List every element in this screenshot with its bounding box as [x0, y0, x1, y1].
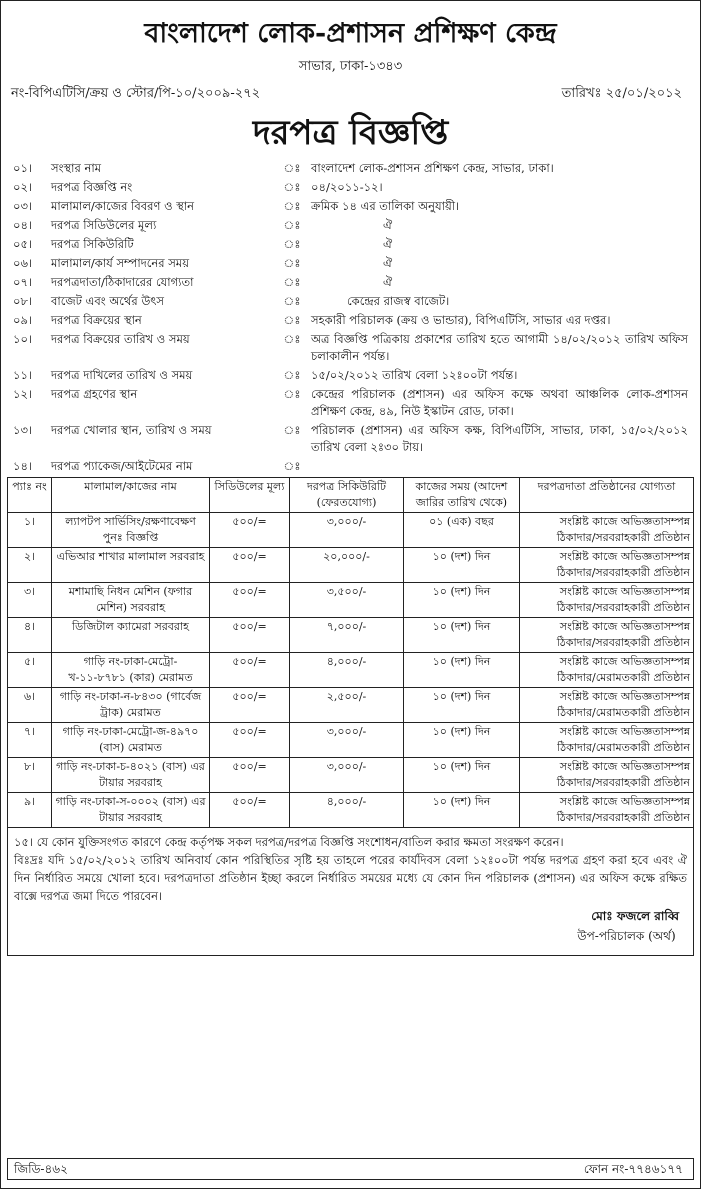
cell-package-no: ৯। — [8, 793, 52, 828]
info-value: ঐ — [383, 218, 393, 232]
info-value: ঐ — [383, 275, 393, 289]
col-header-work-time: কাজের সময় (আদেশ জারির তারিখ থেকে) — [404, 478, 520, 513]
info-number: ০৮। — [13, 294, 33, 308]
info-label: মালামাল/কার্য সম্পাদনের সময় — [51, 256, 189, 270]
info-value: কেন্দ্রের রাজস্ব বাজেট। — [347, 294, 450, 308]
cell-eligibility: সংশ্লিষ্ট কাজে অভিজ্ঞতাসম্পন্ন ঠিকাদার/সরবরাহকারী প্রতিষ্ঠান — [520, 583, 694, 618]
cell-schedule-price: ৫০০/= — [210, 723, 290, 758]
info-number: ১২। — [13, 387, 33, 401]
info-number: ০৬। — [13, 256, 33, 270]
note-remark: বিঃদ্রঃ যদি ১৫/০২/২০১২ তারিখ অনিবার্য কোন পরিস্থিতির সৃষ্টি হয় তাহলে পরের কার্যদিবস বেলা ১২ঃ০০টা পর্যন্ত দরপত্র গ্রহণ করা হবে এবং ঐ দিন নির্ধারিত সময়ে খোলা হবে। দরপত্রদাতা প্রতিষ্ঠান ইচ্ছা করলে নির্ধারিত সময়ের মধ্যে যে কোন দিন পরিচালক (প্রশাসন) এর অফিস কক্ষে রক্ষিত বাক্সে দরপত্র জমা দিতে পারবেন। — [14, 853, 687, 903]
info-colon: ঃ — [283, 459, 301, 473]
info-row — [7, 331, 694, 365]
cell-item-name: ডিজিটাল ক্যামেরা সরবরাহ — [52, 618, 210, 653]
info-colon: ঃ — [283, 423, 301, 437]
col-header-eligibility: দরপত্রদাতা প্রতিষ্ঠানের যোগ্যতা — [520, 478, 694, 513]
cell-item-name: ল্যাপটপ সার্ভিসিং/রক্ষণাবেক্ষণ পুনঃ বিজ্ঞপ্তি — [52, 513, 210, 548]
gd-code: জিডি-৪৬২ — [14, 1162, 68, 1176]
cell-item-name: গাড়ি নং-ঢাকা-ন-৮৪৩০ (গার্বেজ ট্রাক) মেরামত — [52, 688, 210, 723]
organization-address: সাভার, ঢাকা-১৩৪৩ — [298, 59, 403, 74]
table-header-row — [8, 478, 694, 513]
info-number: ০২। — [13, 180, 33, 194]
cell-eligibility: সংশ্লিষ্ট কাজে অভিজ্ঞতাসম্পন্ন ঠিকাদার/মেরামতকারী প্রতিষ্ঠান — [520, 653, 694, 688]
organization-title: বাংলাদেশ লোক-প্রশাসন প্রশিক্ষণ কেন্দ্র — [144, 18, 557, 49]
signatory-designation: উপ-পরিচালক (অর্থ) — [577, 929, 676, 943]
cell-security-amount: ৪,০০০/- — [290, 653, 404, 688]
info-label: সংস্থার নাম — [51, 161, 102, 175]
info-colon: ঃ — [283, 275, 301, 289]
info-value: ঐ — [383, 237, 393, 251]
cell-item-name: মশামাছি নিধন মেশিন (ফগার মেশিন) সরবরাহ — [52, 583, 210, 618]
cell-security-amount: ৩,০০০/- — [290, 758, 404, 793]
cell-security-amount: ২,৫০০/- — [290, 688, 404, 723]
info-colon: ঃ — [283, 368, 301, 382]
cell-work-time: ১০ (দশ) দিন — [404, 548, 520, 583]
info-number: ০৩। — [13, 199, 33, 213]
cell-schedule-price: ৫০০/= — [210, 793, 290, 828]
info-row — [7, 160, 694, 177]
info-label: দরপত্র প্যাকেজ/আইটেমের নাম — [51, 459, 193, 473]
info-colon: ঃ — [283, 218, 301, 232]
info-number: ১৩। — [13, 423, 33, 437]
table-row — [8, 758, 694, 793]
info-label: দরপত্র গ্রহণের স্থান — [51, 387, 138, 401]
info-label: মালামাল/কাজের বিবরণ ও স্থান — [51, 199, 195, 213]
cell-package-no: ৭। — [8, 723, 52, 758]
info-colon: ঃ — [283, 332, 301, 346]
col-header-item-name: মালামাল/কাজের নাম — [52, 478, 210, 513]
info-value: ০৪/২০১১-১২। — [311, 180, 383, 194]
info-colon: ঃ — [283, 387, 301, 401]
info-number: ০৪। — [13, 218, 33, 232]
info-value: ক্রমিক ১৪ এর তালিকা অনুযায়ী। — [311, 199, 460, 213]
info-value: কেন্দ্রের পরিচালক (প্রশাসন) এর অফিস কক্ষে অথবা আঞ্চলিক লোক-প্রশাসন প্রশিক্ষণ কেন্দ্র, ৪৯, নিউ ইস্কাটন রোড, ঢাকা। — [311, 387, 688, 418]
phone-number: ফোন নং-৭৭৪৬১৭৭ — [583, 1162, 683, 1176]
table-row — [8, 688, 694, 723]
cell-package-no: ৪। — [8, 618, 52, 653]
cell-schedule-price: ৫০০/= — [210, 653, 290, 688]
cell-schedule-price: ৫০০/= — [210, 548, 290, 583]
info-value: পরিচালক (প্রশাসন) এর অফিস কক্ষ, বিপিএটিসি, সাভার, ঢাকা, ১৫/০২/২০১২ তারিখ বেলা ২ঃ৩০ টায়। — [311, 423, 688, 454]
info-row — [7, 312, 694, 329]
signature-block — [577, 906, 679, 946]
info-label: দরপত্র খোলার স্থান, তারিখ ও সময় — [51, 423, 212, 437]
info-label: দরপত্র বিক্রয়ের তারিখ ও সময় — [51, 332, 190, 346]
cell-eligibility: সংশ্লিষ্ট কাজে অভিজ্ঞতাসম্পন্ন ঠিকাদার/মেরামতকারী প্রতিষ্ঠান — [520, 723, 694, 758]
cell-schedule-price: ৫০০/= — [210, 758, 290, 793]
cell-package-no: ৬। — [8, 688, 52, 723]
info-value: বাংলাদেশ লোক-প্রশাসন প্রশিক্ষণ কেন্দ্র, সাভার, ঢাকা। — [311, 161, 554, 175]
notice-date: তারিখঃ ২৫/০১/২০১২ — [561, 86, 682, 101]
col-header-package-no: প্যাঃ নং — [8, 478, 52, 513]
info-label: বাজেট এবং অর্থের উৎস — [51, 294, 165, 308]
reference-number: নং-বিপিএটিসি/ক্রয় ও স্টোর/পি-১০/২০০৯-২৭২ — [11, 86, 261, 101]
table-row — [8, 548, 694, 583]
info-label: দরপত্র সিডিউলের মূল্য — [51, 218, 157, 232]
cell-security-amount: ২০,০০০/- — [290, 548, 404, 583]
cell-work-time: ১০ (দশ) দিন — [404, 583, 520, 618]
info-list — [7, 160, 694, 475]
info-row — [7, 386, 694, 420]
info-number: ১১। — [13, 368, 33, 382]
cell-security-amount: ৩,০০০/- — [290, 723, 404, 758]
info-label: দরপত্র সিকিউরিটি — [51, 237, 134, 251]
cell-security-amount: ৩,০০০/- — [290, 513, 404, 548]
info-number: ০৫। — [13, 237, 33, 251]
cell-eligibility: সংশ্লিষ্ট কাজে অভিজ্ঞতাসম্পন্ন ঠিকাদার/সরবরাহকারী প্রতিষ্ঠান — [520, 793, 694, 828]
signatory-name: মোঃ ফজলে রাব্বি — [591, 909, 679, 923]
info-row — [7, 255, 694, 272]
cell-schedule-price: ৫০০/= — [210, 583, 290, 618]
cell-eligibility: সংশ্লিষ্ট কাজে অভিজ্ঞতাসম্পন্ন ঠিকাদার/সরবরাহকারী প্রতিষ্ঠান — [520, 548, 694, 583]
cell-schedule-price: ৫০০/= — [210, 688, 290, 723]
info-number: ০৭। — [13, 275, 33, 289]
cell-work-time: ১০ (দশ) দিন — [404, 653, 520, 688]
info-row — [7, 217, 694, 234]
cell-item-name: এভিআর শাখার মালামাল সরবরাহ — [52, 548, 210, 583]
info-number: ০৯। — [13, 313, 33, 327]
table-row — [8, 513, 694, 548]
info-row — [7, 367, 694, 384]
cell-work-time: ১০ (দশ) দিন — [404, 758, 520, 793]
table-row — [8, 723, 694, 758]
cell-work-time: ১০ (দশ) দিন — [404, 688, 520, 723]
info-row — [7, 422, 694, 456]
info-number: ১৪। — [13, 459, 33, 473]
cell-item-name: গাড়ি নং-ঢাকা-চ-৪০২১ (বাস) এর টায়ার সরবরাহ — [52, 758, 210, 793]
col-header-security: দরপত্র সিকিউরিটি (ফেরতযোগ্য) — [290, 478, 404, 513]
info-value: অত্র বিজ্ঞপ্তি পত্রিকায় প্রকাশের তারিখ হতে আগামী ১৪/০২/২০১২ তারিখ অফিস চলাকালীন পর্যন্ত। — [311, 332, 688, 363]
info-label: দরপত্র দাখিলের তারিখ ও সময় — [51, 368, 193, 382]
info-row — [7, 198, 694, 215]
cell-schedule-price: ৫০০/= — [210, 618, 290, 653]
info-label: দরপত্র বিজ্ঞপ্তি নং — [51, 180, 133, 194]
cell-work-time: ১০ (দশ) দিন — [404, 793, 520, 828]
info-colon: ঃ — [283, 199, 301, 213]
info-colon: ঃ — [283, 294, 301, 308]
cell-work-time: ১০ (দশ) দিন — [404, 618, 520, 653]
cell-eligibility: সংশ্লিষ্ট কাজে অভিজ্ঞতাসম্পন্ন ঠিকাদার/সরবরাহকারী প্রতিষ্ঠান — [520, 758, 694, 793]
table-row — [8, 653, 694, 688]
info-colon: ঃ — [283, 313, 301, 327]
reference-row — [7, 84, 694, 104]
cell-schedule-price: ৫০০/= — [210, 513, 290, 548]
info-colon: ঃ — [283, 161, 301, 175]
items-table — [7, 477, 694, 828]
cell-security-amount: ৪,০০০/- — [290, 793, 404, 828]
info-colon: ঃ — [283, 256, 301, 270]
info-row — [7, 274, 694, 291]
table-row — [8, 583, 694, 618]
info-value — [311, 458, 694, 475]
table-row — [8, 793, 694, 828]
info-colon: ঃ — [283, 237, 301, 251]
cell-package-no: ২। — [8, 548, 52, 583]
cell-package-no: ১। — [8, 513, 52, 548]
cell-item-name: গাড়ি নং-ঢাকা-মেট্রো-জ-৪৯৭০ (বাস) মেরামত — [52, 723, 210, 758]
info-number: ০১। — [13, 161, 33, 175]
table-row — [8, 618, 694, 653]
col-header-schedule-price: সিডিউলের মূল্য — [210, 478, 290, 513]
info-value: সহকারী পরিচালক (ক্রয় ও ভান্ডার), বিপিএটিসি, সাভার এর দপ্তর। — [311, 313, 611, 327]
info-value: ঐ — [383, 256, 393, 270]
cell-package-no: ৫। — [8, 653, 52, 688]
cell-item-name: গাড়ি নং-ঢাকা-মেট্রো-খ-১১-৮৭৮১ (কার) মেরামত — [52, 653, 210, 688]
cell-package-no: ৩। — [8, 583, 52, 618]
cell-eligibility: সংশ্লিষ্ট কাজে অভিজ্ঞতাসম্পন্ন ঠিকাদার/সরবরাহকারী প্রতিষ্ঠান — [520, 618, 694, 653]
info-label: দরপত্র বিক্রয়ের স্থান — [51, 313, 142, 327]
notice-heading: দরপত্র বিজ্ঞপ্তি — [252, 113, 449, 153]
info-row — [7, 293, 694, 310]
info-row — [7, 179, 694, 196]
note-item-15: ১৫। যে কোন যুক্তিসংগত কারণে কেন্দ্র কর্তৃপক্ষ সকল দরপত্র/দরপত্র বিজ্ঞপ্তি সংশোধন/বাতিল করার ক্ষমতা সংরক্ষণ করেন। — [14, 835, 564, 849]
info-row — [7, 458, 694, 475]
cell-security-amount: ৭,০০০/- — [290, 618, 404, 653]
cell-eligibility: সংশ্লিষ্ট কাজে অভিজ্ঞতাসম্পন্ন ঠিকাদার/মেরামতকারী প্রতিষ্ঠান — [520, 688, 694, 723]
cell-eligibility: সংশ্লিষ্ট কাজে অভিজ্ঞতাসম্পন্ন ঠিকাদার/সরবরাহকারী প্রতিষ্ঠান — [520, 513, 694, 548]
info-colon: ঃ — [283, 180, 301, 194]
info-label: দরপত্রদাতা/ঠিকাদারের যোগ্যতা — [51, 275, 194, 289]
cell-work-time: ০১ (এক) বছর — [404, 513, 520, 548]
cell-package-no: ৮। — [8, 758, 52, 793]
info-row — [7, 236, 694, 253]
cell-security-amount: ৩,৫০০/- — [290, 583, 404, 618]
notes-section — [7, 828, 694, 956]
info-number: ১০। — [13, 332, 33, 346]
info-value: ১৫/০২/২০১২ তারিখ বেলা ১২ঃ০০টা পর্যন্ত। — [311, 368, 518, 382]
cell-work-time: ১০ (দশ) দিন — [404, 723, 520, 758]
cell-item-name: গাড়ি নং-ঢাকা-স-০০০২ (বাস) এর টায়ার সরবরাহ — [52, 793, 210, 828]
footer-bar — [7, 1158, 694, 1180]
